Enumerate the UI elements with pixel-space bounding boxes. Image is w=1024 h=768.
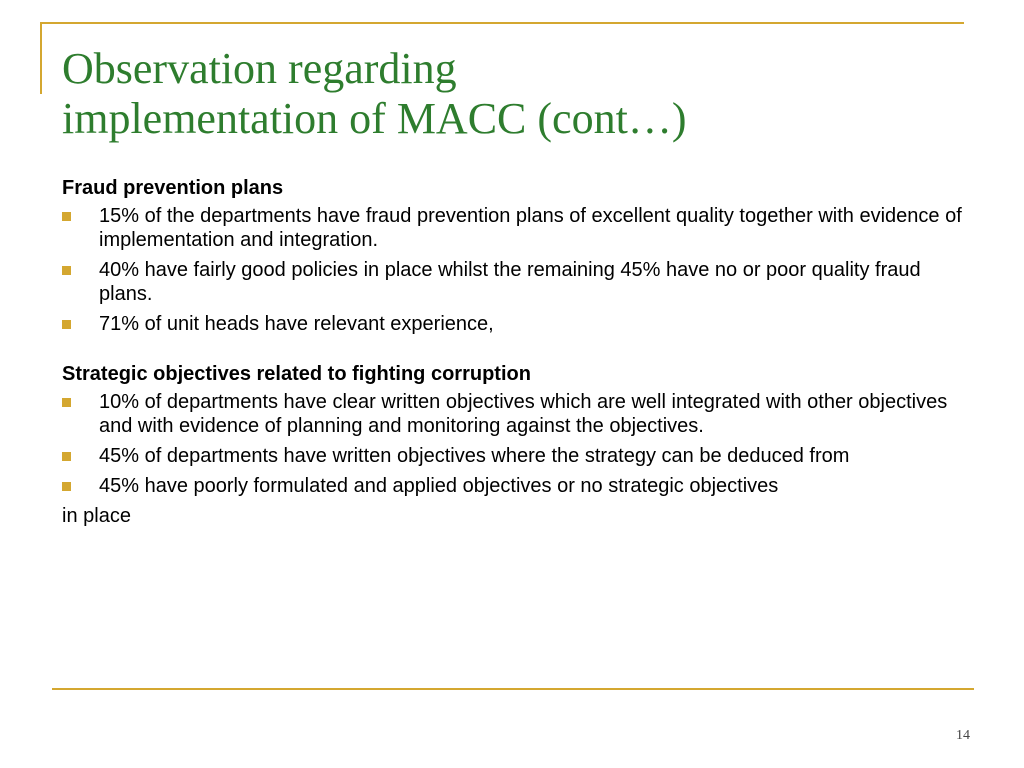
strategic-objectives-list [62, 390, 972, 498]
left-rule [40, 22, 42, 94]
slide-body [62, 176, 972, 528]
square-bullet-icon [62, 320, 71, 329]
list-item [62, 390, 972, 438]
square-bullet-icon [62, 452, 71, 461]
section-heading-strategic-objectives: Strategic objectives related to fighting corruption [62, 363, 531, 385]
slide-title [62, 44, 962, 144]
title-line-2: implementation of MACC (cont…) [62, 94, 687, 143]
fraud-prevention-list [62, 204, 972, 336]
list-item-text: 10% of departments have clear written objectives which are well integrated with other objectives and with evidence of planning and monitoring against the objectives. [99, 391, 948, 437]
list-item [62, 312, 972, 336]
section-heading-fraud-prevention: Fraud prevention plans [62, 177, 284, 199]
list-item-text: 71% of unit heads have relevant experience, [99, 313, 494, 335]
list-item-text: 45% have poorly formulated and applied objectives or no strategic objectives [99, 475, 779, 497]
bottom-rule [52, 688, 974, 690]
square-bullet-icon [62, 212, 71, 221]
list-item [62, 258, 972, 306]
list-item-text: 45% of departments have written objectives where the strategy can be deduced from [99, 445, 850, 467]
square-bullet-icon [62, 482, 71, 491]
trailing-text: in place [62, 505, 131, 527]
top-rule [40, 22, 964, 24]
list-item [62, 474, 972, 498]
list-item [62, 204, 972, 252]
square-bullet-icon [62, 398, 71, 407]
square-bullet-icon [62, 266, 71, 275]
list-item-text: 15% of the departments have fraud prevention plans of excellent quality together with evidence of implementation and integration. [99, 205, 962, 251]
page-number: 14 [956, 728, 970, 743]
list-item-text: 40% have fairly good policies in place whilst the remaining 45% have no or poor quality fraud plans. [99, 259, 921, 305]
title-line-1: Observation regarding [62, 44, 457, 93]
list-item [62, 444, 972, 468]
